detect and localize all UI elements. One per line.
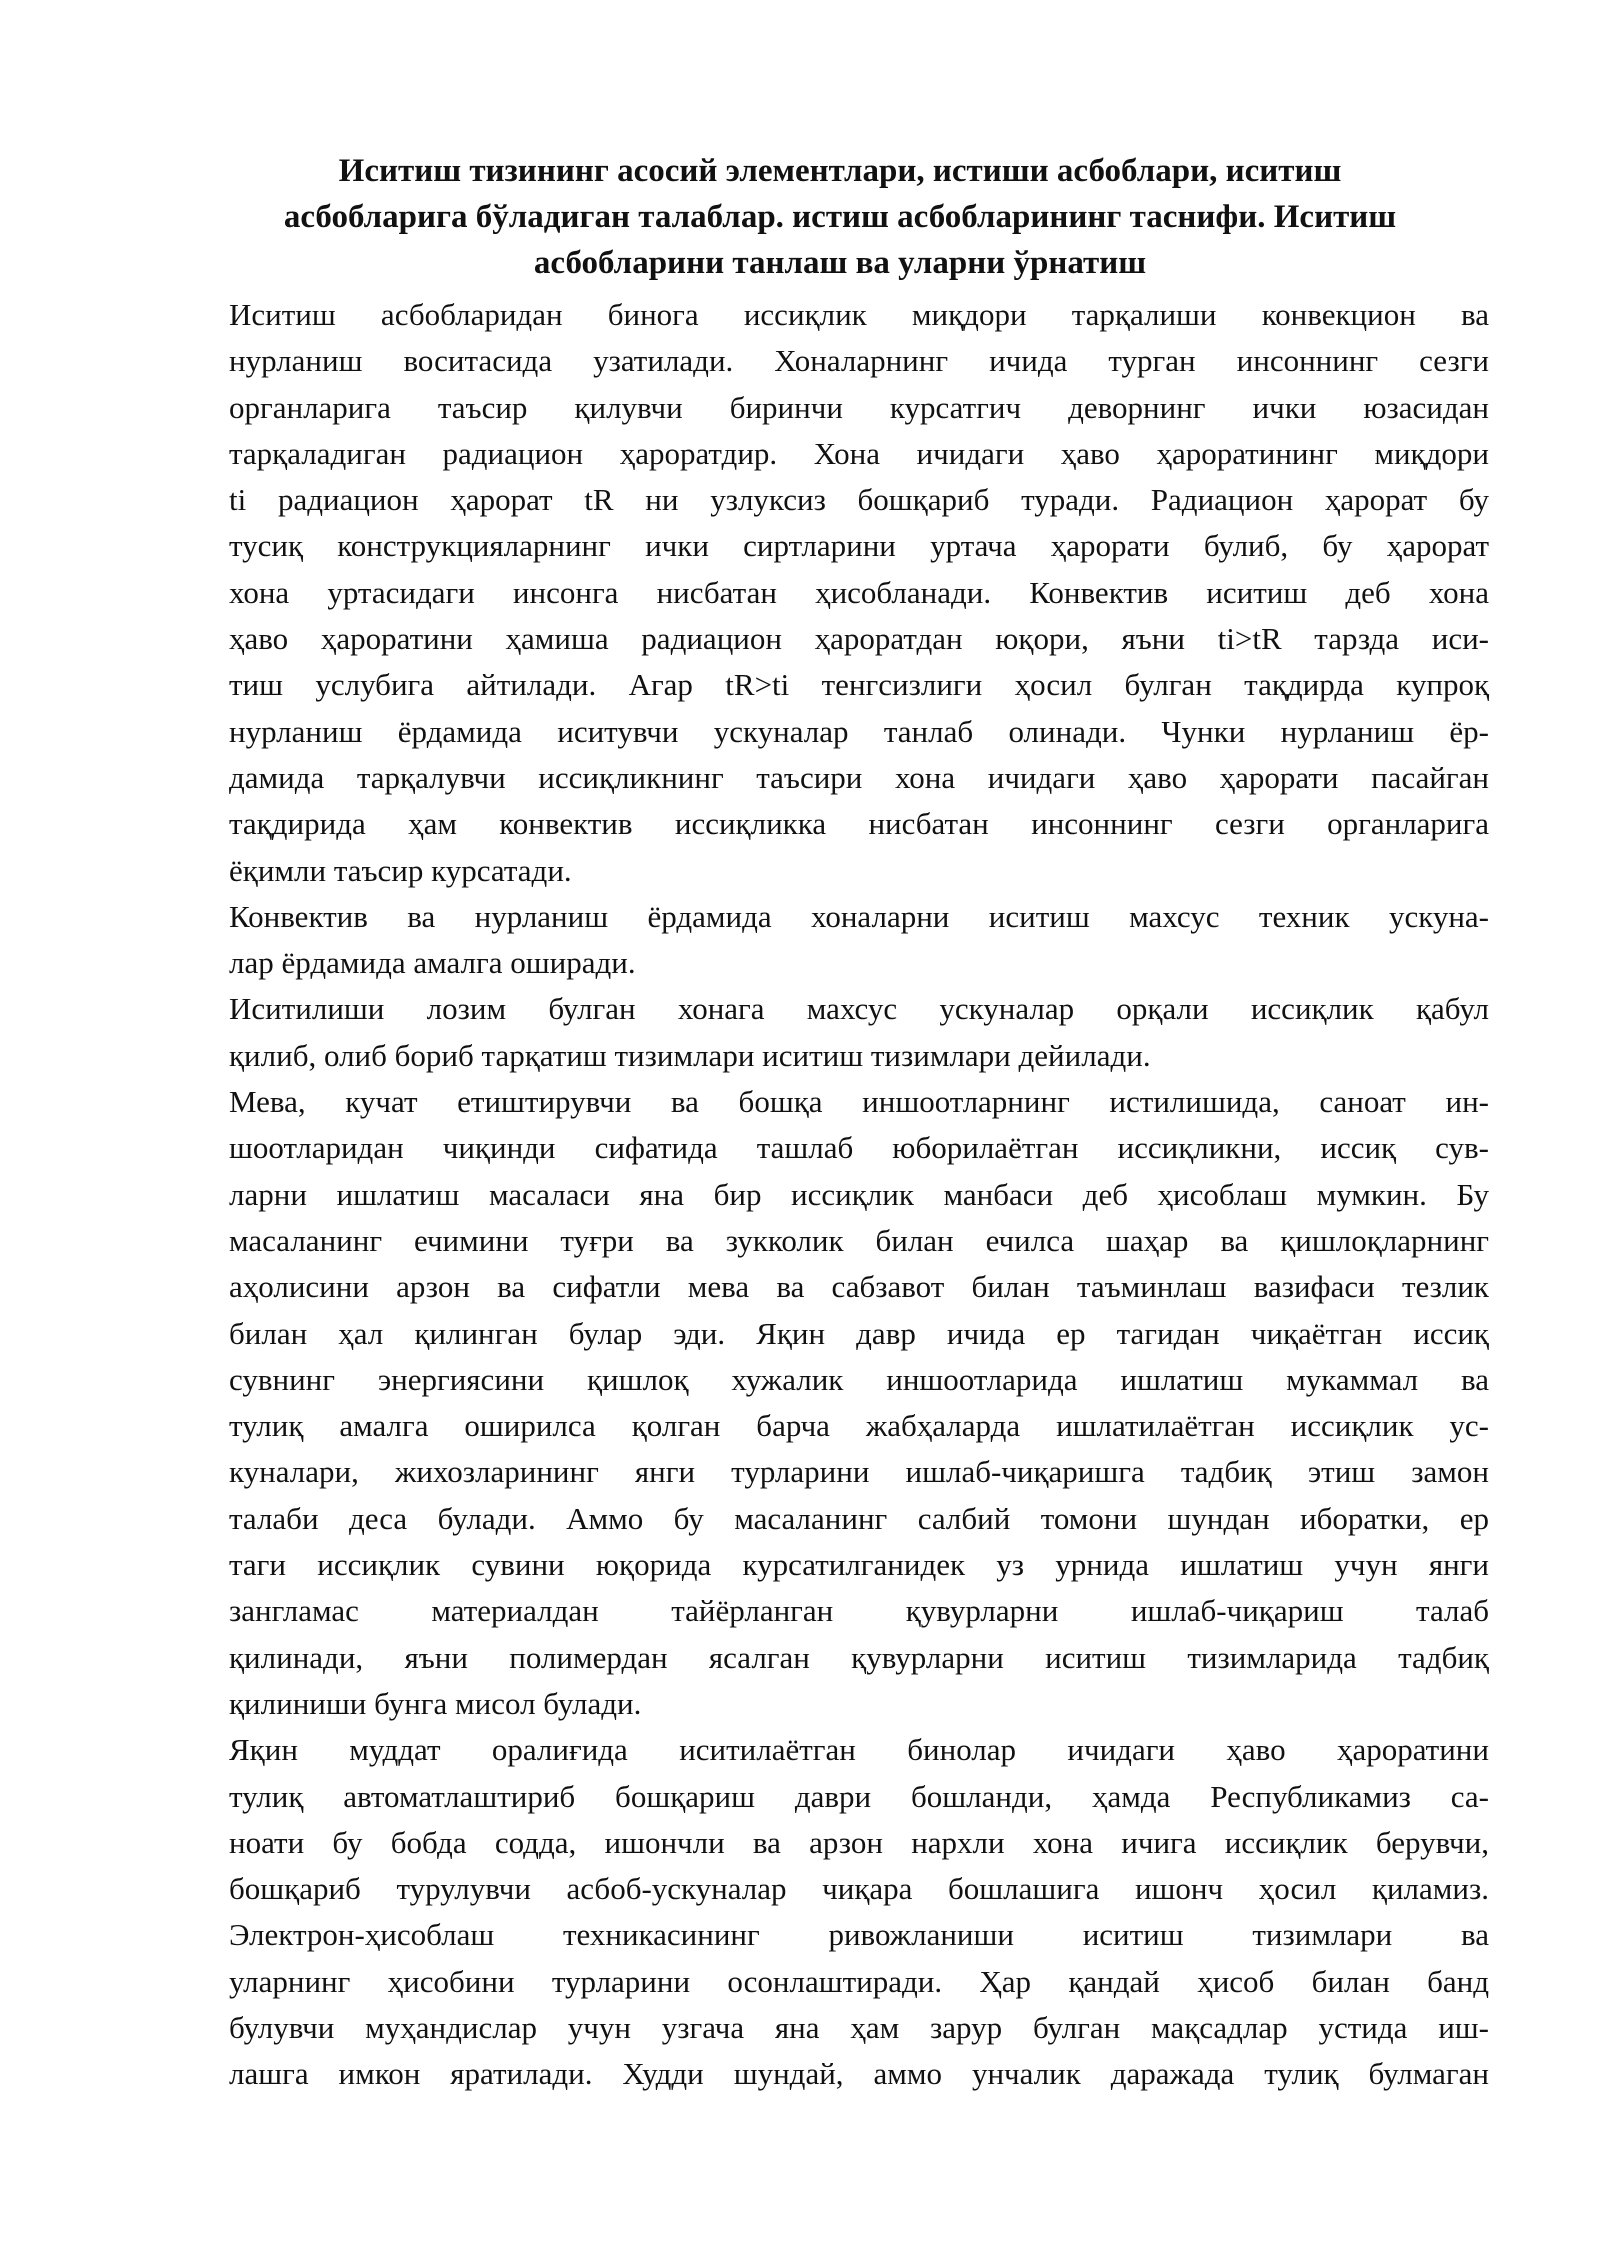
text-line: масаланинг ечимини туғри ва зукколик билан ечилса шаҳар ва қишлоқларнинг (229, 1222, 1489, 1258)
text-line: хона уртасидаги инсонга нисбатан ҳисобланади. Конвектив иситиш деб хона (229, 574, 1489, 610)
text-line: қилинади, яъни полимердан ясалган қувурларни иситиш тизимларида тадбиқ (229, 1639, 1489, 1675)
text-line: шоотларидан чиқинди сифатида ташлаб юборилаётган иссиқликни, иссиқ сув- (229, 1130, 1489, 1166)
text-line: лашга имкон яратилади. Худди шундай, аммо унчалик даражада тулиқ булмаган (229, 2056, 1489, 2092)
text-line: сувнинг энергиясини қишлоқ хужалик иншоотларида ишлатиш мукаммал ва (229, 1361, 1489, 1397)
text-line: қилиниши бунга мисол булади. (229, 1685, 642, 1721)
title-line: асбобларини танлаш ва уларни ўрнатиш (533, 245, 1147, 281)
text-line: уларнинг ҳисобини турларини осонлаштиради. Ҳар қандай ҳисоб билан банд (229, 1963, 1489, 1999)
text-line: ti радиацион ҳарорат tR ни узлуксиз бошқариб туради. Радиацион ҳарорат бу (229, 482, 1489, 518)
text-line: Мева, кучат етиштирувчи ва бошқа иншоотларнинг истилишида, саноат ин- (229, 1084, 1489, 1120)
text-line: қилиб, олиб бориб тарқатиш тизимлари иситиш тизимлари дейилади. (229, 1037, 1151, 1073)
text-line: талаби деса булади. Аммо бу масаланинг салбий томони шундан иборатки, ер (229, 1500, 1489, 1536)
text-line: ёқимли таъсир курсатади. (229, 852, 572, 888)
text-line: нурланиш воситасида узатилади. Хоналарнинг ичида турган инсоннинг сезги (229, 343, 1489, 379)
text-line: ҳаво ҳароратини ҳамиша радиацион ҳароратдан юқори, яъни ti>tR тарзда иси- (229, 621, 1489, 657)
text-line: тусиқ конструкцияларнинг ички сиртларини уртача ҳарорати булиб, бу ҳарорат (229, 528, 1489, 564)
text-line: тиш услубига айтилади. Агар tR>ti тенгсизлиги ҳосил булган тақдирда купроқ (229, 667, 1489, 703)
text-line: аҳолисини арзон ва сифатли мева ва сабзавот билан таъминлаш вазифаси тезлик (229, 1269, 1489, 1305)
text-line: куналари, жихозларининг янги турларини ишлаб-чиқаришга тадбиқ этиш замон (229, 1454, 1489, 1490)
text-line: тарқаладиган радиацион ҳароратдир. Хона ичидаги ҳаво ҳароратининг миқдори (229, 435, 1489, 471)
text-line: Иситиш асбобларидан биногa иссиқлик миқдори тарқалиши конвекцион ва (229, 297, 1489, 332)
text-line: тақдирида ҳам конвектив иссиқликка нисбатан инсоннинг сезги органларига (229, 806, 1489, 842)
title-line: асбобларига бўладиган талаблар. истиш асбобларининг таснифи. Иситиш (283, 199, 1397, 235)
text-line: булувчи муҳандислар учун узгача яна ҳам зарур булган мақсадлар устида иш- (229, 2009, 1489, 2045)
document-title (240, 148, 1440, 286)
text-line: дамида тарқалувчи иссиқликнинг таъсири хона ичидаги ҳаво ҳарорати пасайган (229, 759, 1489, 795)
document-body (229, 292, 1489, 2098)
text-line: Электрон-ҳисоблаш техникасининг ривожланиши иситиш тизимлари ва (229, 1917, 1489, 1953)
text-line: лар ёрдамида амалга оширади. (229, 945, 636, 981)
text-line: ноати бу бобда содда, ишончли ва арзон нархли хона ичига иссиқлик берувчи, (229, 1824, 1489, 1860)
text-line: тулиқ амалга оширилса қолган барча жабҳаларда ишлатилаётган иссиқлик ус- (229, 1408, 1489, 1444)
text-line: таги иссиқлик сувини юқорида курсатилганидек уз урнида ишлатиш учун янги (229, 1547, 1489, 1583)
text-line: Яқин муддат оралиғида иситилаётган бинолар ичидаги ҳаво ҳароратини (229, 1732, 1489, 1768)
title-line: Иситиш тизининг асосий элементлари, истиши асбоблари, иситиш (338, 153, 1342, 189)
text-line: ларни ишлатиш масаласи яна бир иссиқлик манбаси деб ҳисоблаш мумкин. Бу (229, 1176, 1489, 1212)
text-line: Иситилиши лозим булган хонага махсус ускуналар орқали иссиқлик қабул (229, 991, 1489, 1027)
text-line: билан ҳал қилинган булар эди. Яқин давр ичида ер тагидан чиқаётган иссиқ (229, 1315, 1489, 1351)
text-line: органларига таъсир қилувчи биринчи курсатгич деворнинг ички юзасидан (229, 389, 1489, 425)
text-line: зангламас материалдан тайёрланган қувурларни ишлаб-чиқариш талаб (229, 1593, 1489, 1629)
text-line: бошқариб турулувчи асбоб-ускуналар чиқара бошлашига ишонч ҳосил қиламиз. (229, 1871, 1489, 1907)
text-line: нурланиш ёрдамида иситувчи ускуналар танлаб олинади. Чунки нурланиш ёр- (229, 713, 1489, 749)
text-line: Конвектив ва нурланиш ёрдамида хоналарни иситиш махсус техник ускуна- (229, 898, 1489, 934)
text-line: тулиқ автоматлаштириб бошқариш даври бошланди, ҳамда Республикамиз са- (229, 1778, 1489, 1814)
